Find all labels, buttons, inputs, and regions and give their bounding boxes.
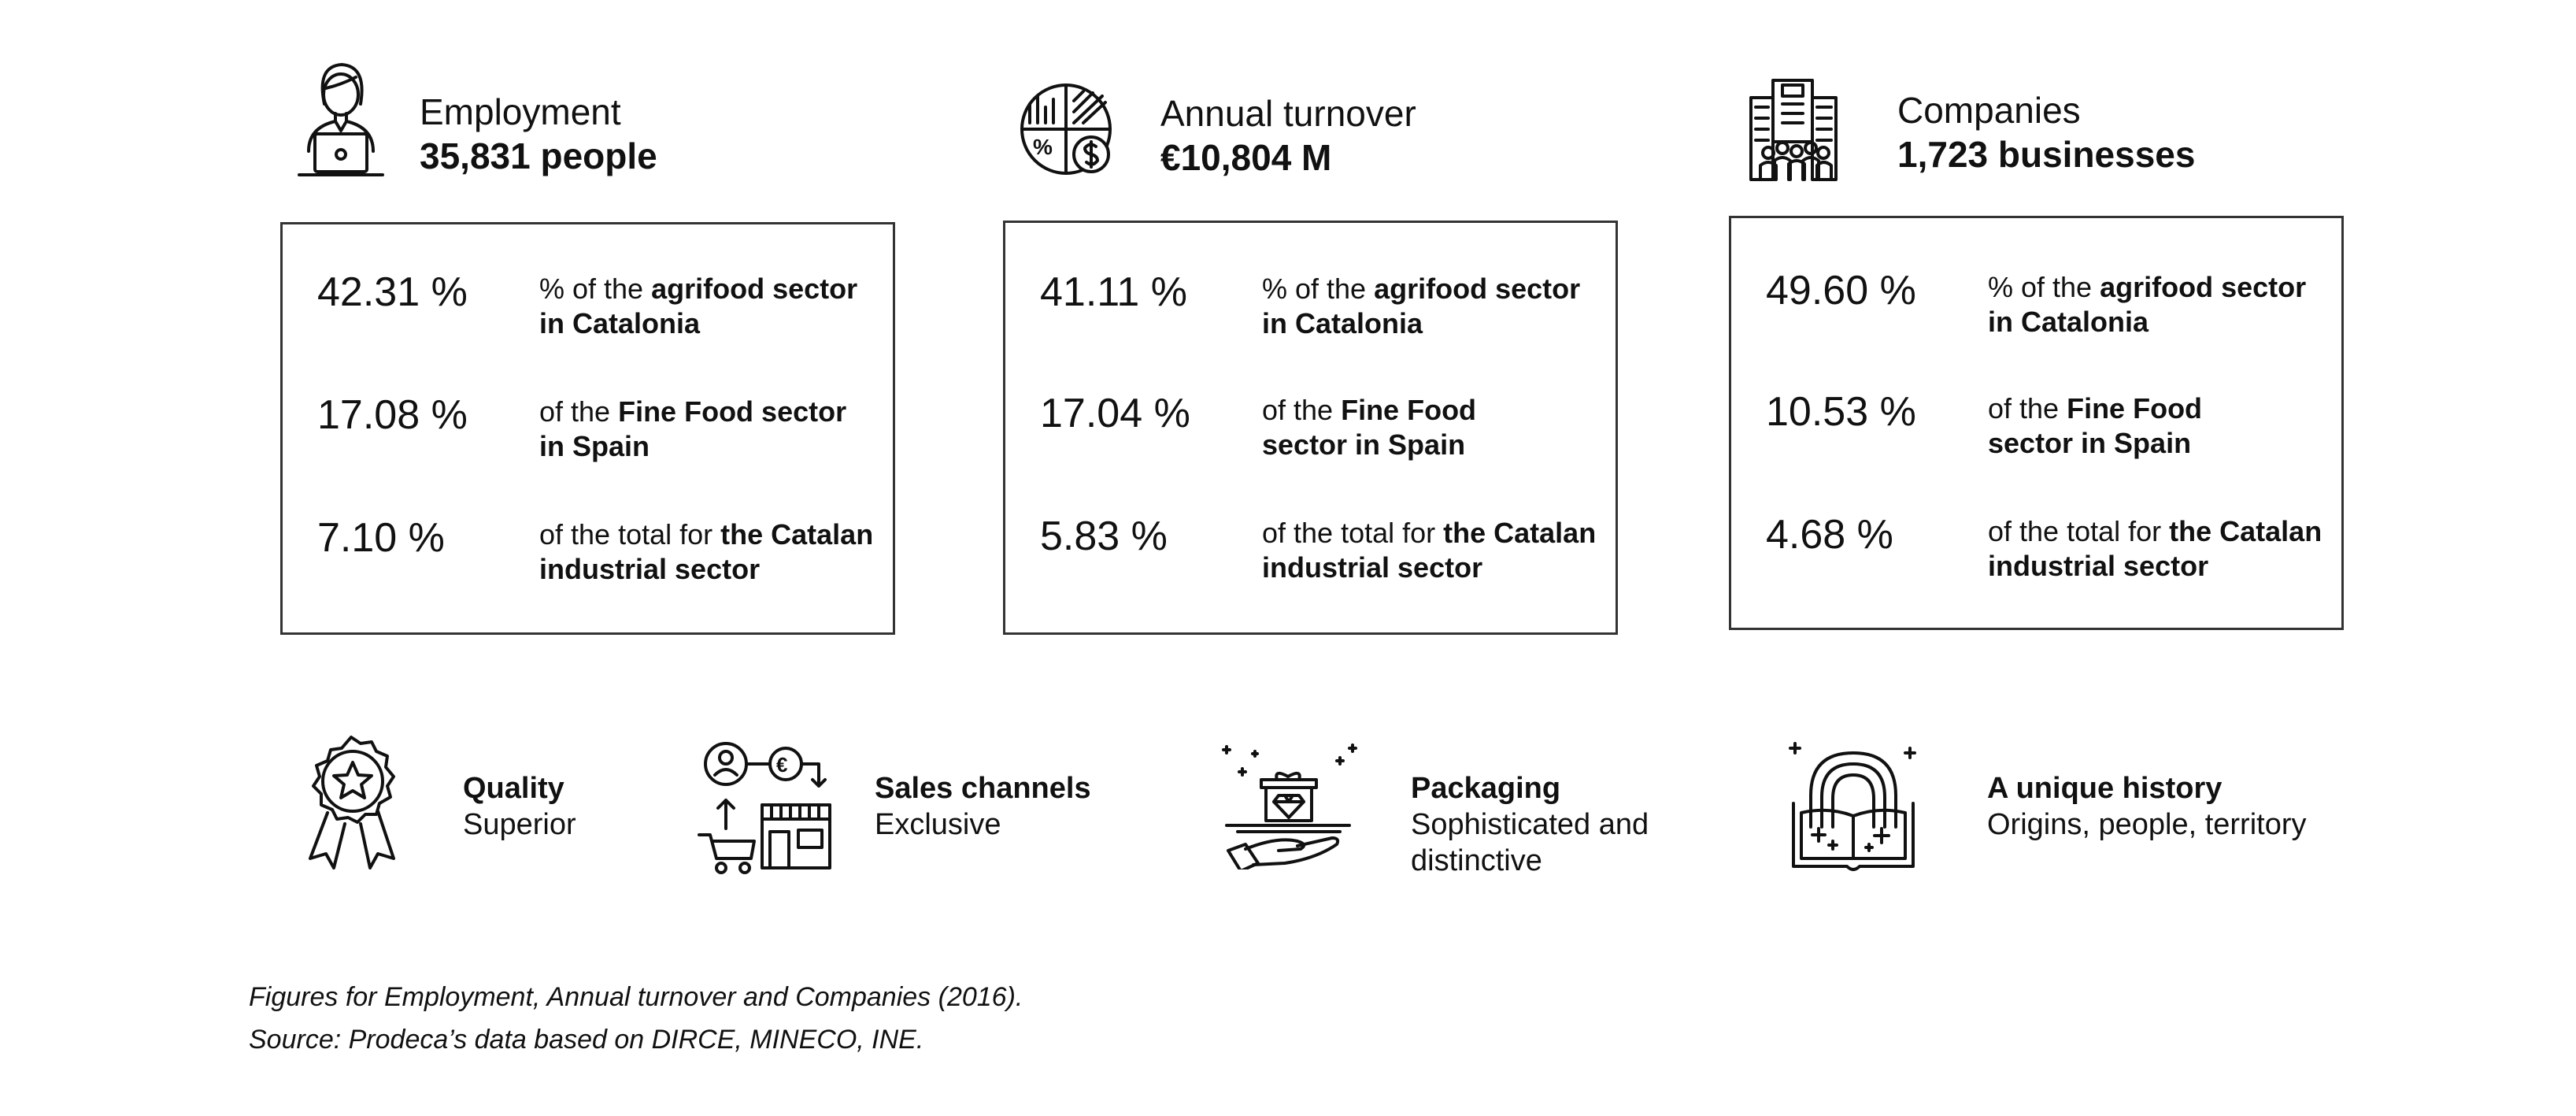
stat-row — [317, 513, 877, 591]
stat-description: of the total for the Catalan industrial sector — [1988, 515, 2322, 582]
stat-row — [1766, 265, 2326, 344]
footnote-figures: Figures for Employment, Annual turnover and Companies (2016). — [249, 982, 1023, 1012]
feature-title: Sales channels — [875, 772, 1091, 805]
stats-box-turnover — [1003, 221, 1618, 635]
stat-description: of the Fine Food sector in Spain — [1262, 394, 1477, 461]
feature-subtitle: Exclusive — [875, 808, 1001, 841]
award-medal-icon — [296, 732, 406, 879]
svg-text:€: € — [776, 753, 788, 777]
feature-subtitle: Superior — [463, 808, 576, 841]
stat-row — [317, 267, 877, 346]
feature-quality — [463, 770, 576, 843]
stat-description: of the Fine Food sector in Spain — [539, 395, 847, 462]
stat-description: of the total for the Catalan industrial sector — [539, 518, 874, 585]
stat-value: €10,804 M — [1160, 137, 1332, 178]
footnote-source: Source: Prodeca’s data based on DIRCE, MINECO, INE. — [249, 1025, 924, 1055]
stat-header-employment — [420, 90, 657, 178]
stat-header-companies — [1897, 88, 2195, 176]
stat-row — [1040, 388, 1600, 467]
stats-box-companies — [1729, 216, 2344, 630]
feature-subtitle: Origins, people, territory — [1987, 808, 2307, 841]
stat-percentage: 5.83 % — [1040, 514, 1168, 559]
stat-row — [317, 390, 877, 469]
stats-box-employment — [280, 222, 895, 635]
stat-percentage: 17.04 % — [1040, 391, 1190, 436]
feature-title: A unique history — [1987, 772, 2223, 805]
stat-percentage: 49.60 % — [1766, 268, 1916, 313]
sales-channels-icon — [694, 740, 836, 874]
office-worker-icon — [293, 58, 387, 184]
svg-text:%: % — [1033, 135, 1053, 159]
feature-title: Quality — [463, 772, 564, 805]
stat-label: Employment — [420, 91, 621, 132]
stat-description: % of the agrifood sector in Catalonia — [539, 273, 858, 339]
stat-value: 1,723 businesses — [1897, 134, 2196, 175]
stat-row — [1040, 267, 1600, 346]
stat-percentage: 41.11 % — [1040, 269, 1187, 315]
stat-description: % of the agrifood sector in Catalonia — [1988, 271, 2307, 338]
feature-unique-history — [1987, 770, 2307, 843]
stat-value: 35,831 people — [420, 135, 657, 176]
stat-percentage: 10.53 % — [1766, 389, 1916, 435]
feature-title: Packaging — [1411, 772, 1561, 805]
stat-header-turnover — [1160, 91, 1416, 180]
stat-description: % of the agrifood sector in Catalonia — [1262, 273, 1581, 339]
history-book-icon — [1787, 740, 1921, 874]
pie-chart-money-icon — [1014, 76, 1121, 183]
gift-packaging-icon — [1222, 740, 1357, 869]
stat-description: of the Fine Food sector in Spain — [1988, 392, 2203, 459]
feature-packaging — [1411, 770, 1678, 879]
stat-percentage: 42.31 % — [317, 269, 468, 315]
feature-subtitle: Sophisticated and distinctive — [1411, 808, 1649, 877]
stat-percentage: 7.10 % — [317, 515, 445, 561]
stat-label: Annual turnover — [1160, 93, 1416, 134]
stat-percentage: 17.08 % — [317, 392, 468, 438]
stat-label: Companies — [1897, 90, 2081, 131]
stat-row — [1766, 510, 2326, 588]
stat-description: of the total for the Catalan industrial sector — [1262, 517, 1597, 584]
stat-percentage: 4.68 % — [1766, 512, 1893, 558]
stat-row — [1766, 387, 2326, 465]
feature-sales-channels — [875, 770, 1091, 843]
stat-row — [1040, 511, 1600, 590]
office-building-icon — [1741, 76, 1849, 183]
